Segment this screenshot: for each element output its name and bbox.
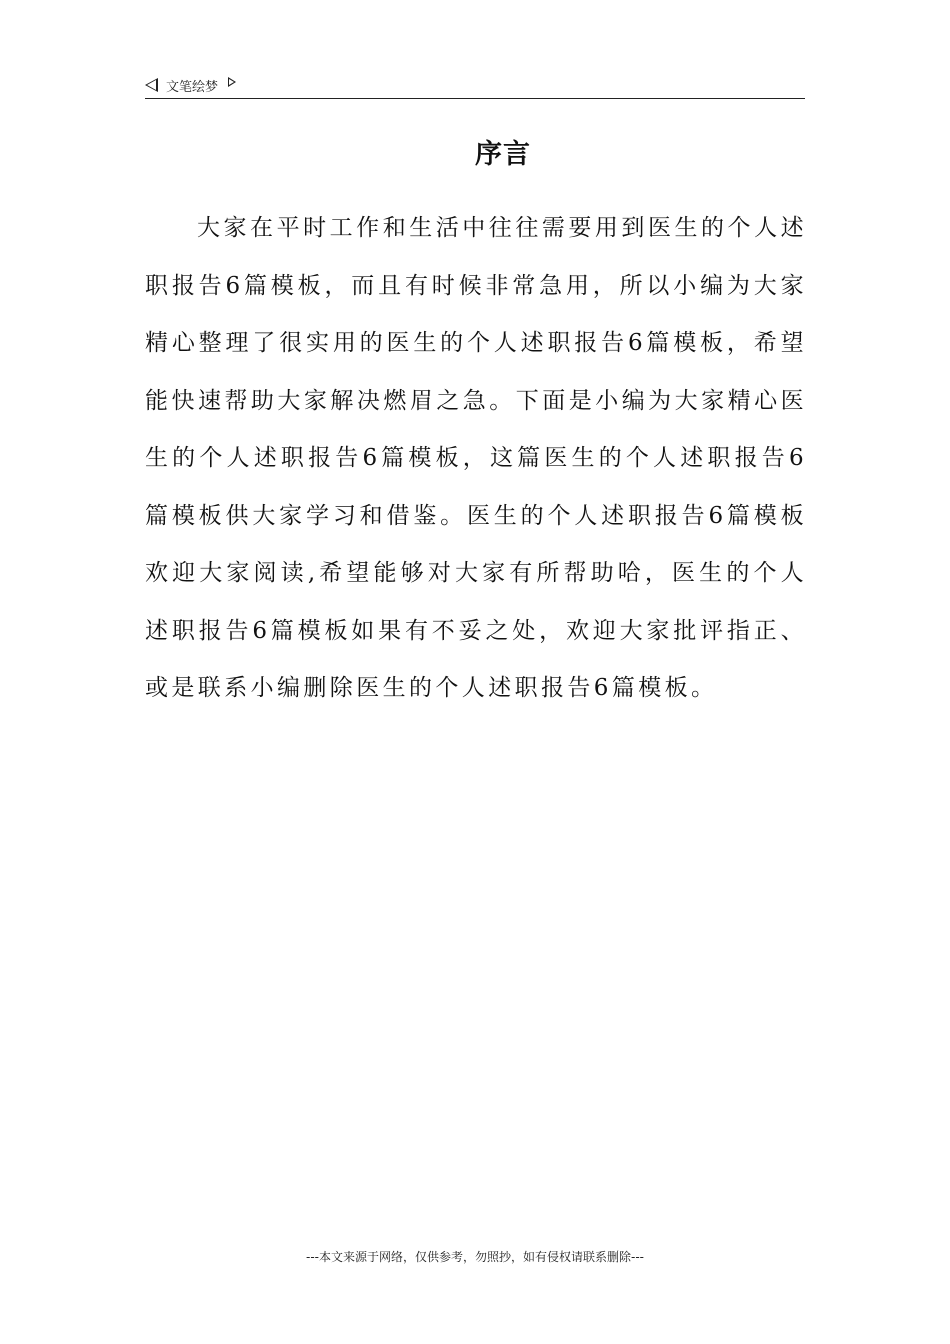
triangle-left-icon [145,78,158,92]
page-header [145,72,805,99]
preface-paragraph: 大家在平时工作和生活中往往需要用到医生的个人述职报告6篇模板，而且有时候非常急用，所以小编为大家精心整理了很实用的医生的个人述职报告6篇模板，希望能快速帮助大家解决燃眉之急。下面是小编为大家精心医生的个人述职报告6篇模板，这篇医生的个人述职报告6篇模板供大家学习和借鉴。医生的个人述职报告6篇模板欢迎大家阅读,希望能够对大家有所帮助哈，医生的个人述职报告6篇模板如果有不妥之处，欢迎大家批评指正、或是联系小编删除医生的个人述职报告6篇模板。 [145,215,807,701]
footer-disclaimer: ---本文来源于网络，仅供参考，勿照抄，如有侵权请联系删除--- [306,1250,644,1264]
document-title: 序言 [475,139,531,170]
triangle-right-icon [228,77,236,87]
header-brand: 文笔绘梦 [166,79,219,95]
